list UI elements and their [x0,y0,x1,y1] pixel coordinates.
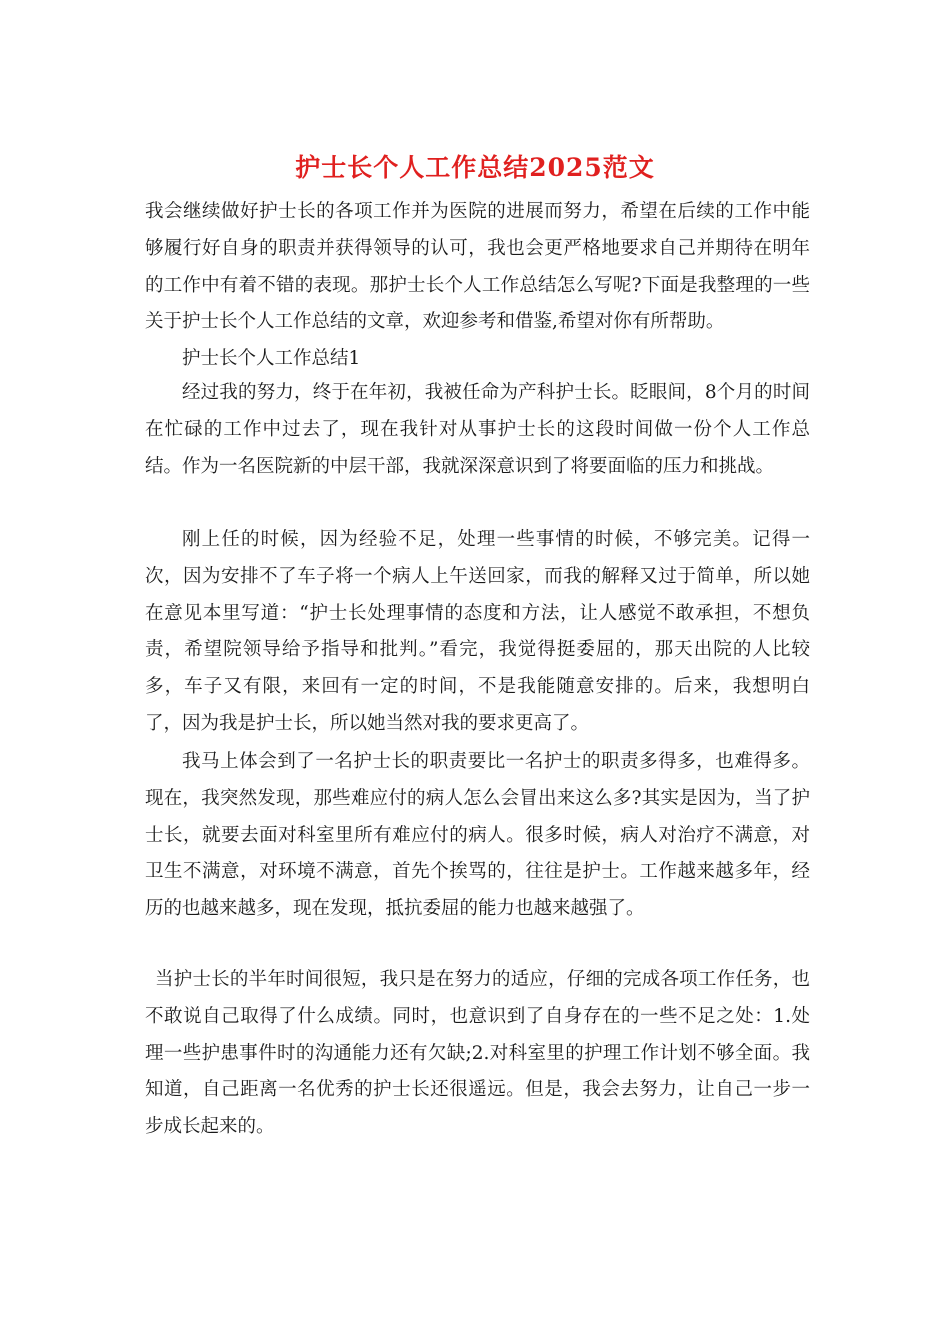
paragraph-summary: 当护士长的半年时间很短，我只是在努力的适应，仔细的完成各项工作任务，也不敢说自己取得了什么成绩。同时，也意识到了自身存在的一些不足之处：1.处理一些护患事件时的沟通能力还有欠缺;2.对科室里的护理工作计划不够全面。我知道，自己距离一名优秀的护士长还很遥远。但是，我会去努力，让自己一步一步成长起来的。 [145,969,810,1138]
intro-paragraph: 我会继续做好护士长的各项工作并为医院的进展而努力，希望在后续的工作中能够履行好自身的职责并获得领导的认可，我也会更严格地要求自己并期待在明年的工作中有着不错的表现。那护士长个人工作总结怎么写呢?下面是我整理的一些关于护士长个人工作总结的文章，欢迎参考和借鉴,希望对你有所帮助。 [145,201,810,333]
paragraph-first-days: 刚上任的时候，因为经验不足，处理一些事情的时候，不够完美。记得一次，因为安排不了车子将一个病人上午送回家，而我的解释又过于简单，所以她在意见本里写道：“护士长处理事情的态度和方法，让人感觉不敢承担，不想负责，希望院领导给予指导和批判。”看完，我觉得挺委屈的，那天出院的人比较多，车子又有限，来回有一定的时间，不是我能随意安排的。后来，我想明白了，因为我是护士长，所以她当然对我的要求更高了。 [145,529,810,734]
paragraph-responsibility: 我马上体会到了一名护士长的职责要比一名护士的职责多得多，也难得多。现在，我突然发现，那些难应付的病人怎么会冒出来这么多?其实是因为，当了护士长，就要去面对科室里所有难应付的病人。很多时候，病人对治疗不满意，对卫生不满意，对环境不满意，首先个挨骂的，往往是护士。工作越来越多年，经历的也越来越多，现在发现，抵抗委屈的能力也越来越强了。 [145,751,810,920]
section-heading: 护士长个人工作总结1 [182,348,361,369]
document-title: 护士长个人工作总结2025范文 [295,153,655,182]
paragraph-appointment: 经过我的努力，终于在年初，我被任命为产科护士长。眨眼间，8个月的时间在忙碌的工作中过去了，现在我针对从事护士长的这段时间做一份个人工作总结。作为一名医院新的中层干部，我就深深意识到了将要面临的压力和挑战。 [145,382,810,477]
